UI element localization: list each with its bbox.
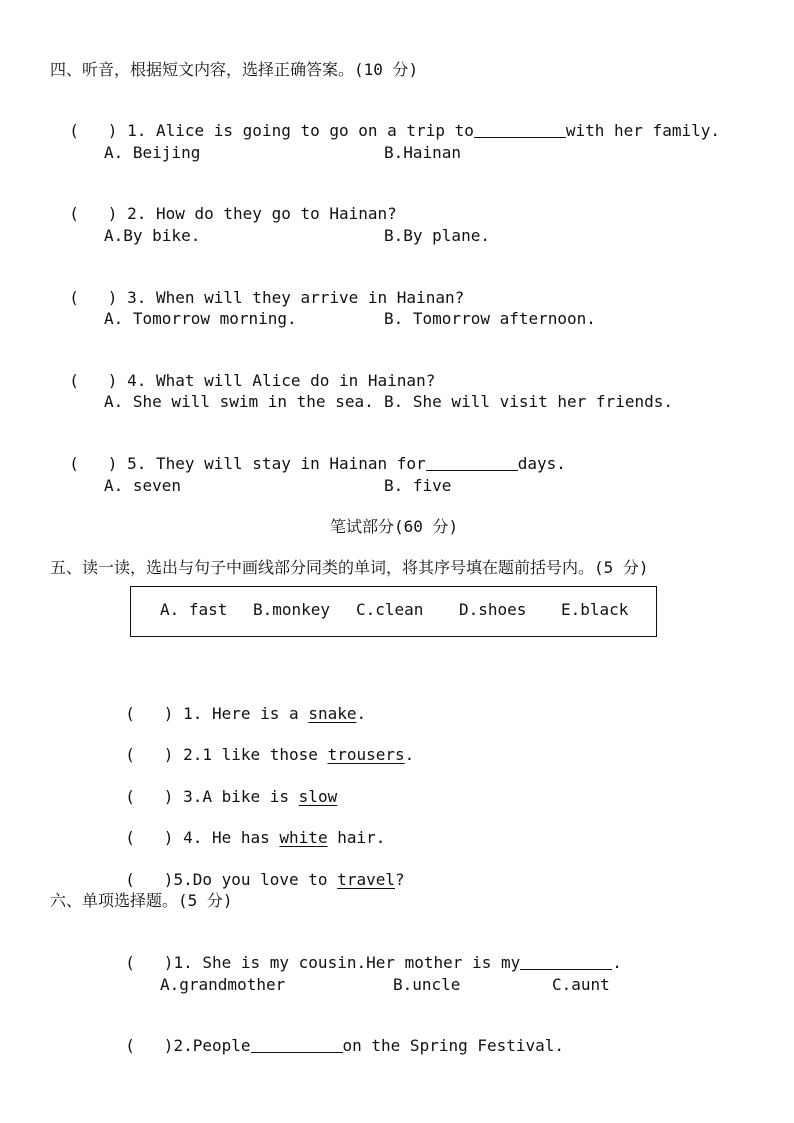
option-a: A. She will swim in the sea. bbox=[104, 392, 374, 411]
word-option-d: D.shoes bbox=[459, 600, 527, 619]
answer-bracket[interactable]: ( ) bbox=[125, 787, 174, 806]
question-text-end: . bbox=[612, 953, 622, 972]
question-text: 1. Alice is going to go on a trip to bbox=[127, 121, 474, 140]
question-text-end: ? bbox=[395, 870, 405, 889]
section4-title: 四、听音，根据短文内容，选择正确答案。(10 分) bbox=[50, 60, 419, 79]
question-text: 5. They will stay in Hainan for bbox=[127, 454, 426, 473]
answer-bracket[interactable]: ( ) bbox=[69, 454, 118, 473]
answer-blank[interactable] bbox=[426, 454, 518, 471]
word-option-b: B.monkey bbox=[253, 600, 331, 619]
option-c: C.aunt bbox=[552, 975, 610, 994]
underlined-word: white bbox=[279, 828, 328, 847]
answer-blank[interactable] bbox=[474, 121, 566, 138]
option-a: A. Beijing bbox=[104, 143, 201, 162]
underlined-word: travel bbox=[337, 870, 395, 889]
question-5-2 bbox=[106, 725, 414, 765]
answer-bracket[interactable]: ( ) bbox=[69, 288, 118, 307]
answer-blank[interactable] bbox=[520, 953, 612, 970]
option-b: B.Hainan bbox=[384, 143, 462, 162]
question-text-end: hair. bbox=[327, 828, 386, 847]
question-text: 1. Here is a bbox=[183, 704, 309, 723]
question-4-5 bbox=[50, 434, 566, 474]
underlined-word: slow bbox=[298, 787, 338, 806]
answer-bracket[interactable]: ( ) bbox=[125, 1036, 174, 1055]
option-a: A. seven bbox=[104, 476, 182, 495]
question-5-1 bbox=[106, 684, 366, 724]
answer-bracket[interactable]: ( ) bbox=[125, 870, 174, 889]
answer-bracket[interactable]: ( ) bbox=[69, 121, 118, 140]
option-b: B. She will visit her friends. bbox=[384, 392, 673, 411]
question-text: 4. What will Alice do in Hainan? bbox=[127, 371, 436, 390]
option-b: B.uncle bbox=[393, 975, 461, 994]
section6-title: 六、单项选择题。(5 分) bbox=[50, 891, 233, 910]
question-5-3 bbox=[106, 767, 337, 807]
answer-bracket[interactable]: ( ) bbox=[125, 745, 174, 764]
question-4-4 bbox=[50, 351, 435, 391]
question-5-4 bbox=[106, 808, 385, 848]
option-a: A.grandmother bbox=[160, 975, 286, 994]
question-text: 5.Do you love to bbox=[173, 870, 338, 889]
question-text: 2.People bbox=[173, 1036, 251, 1055]
question-text-end: days. bbox=[517, 454, 566, 473]
option-b: B.By plane. bbox=[384, 226, 490, 245]
written-part-title: 笔试部分(60 分) bbox=[330, 517, 459, 536]
option-b: B. Tomorrow afternoon. bbox=[384, 309, 596, 328]
answer-bracket[interactable]: ( ) bbox=[125, 704, 174, 723]
underlined-word: trousers bbox=[327, 745, 405, 764]
option-a: A. Tomorrow morning. bbox=[104, 309, 297, 328]
question-4-3 bbox=[50, 268, 464, 308]
option-b: B. five bbox=[384, 476, 452, 495]
answer-bracket[interactable]: ( ) bbox=[125, 953, 174, 972]
question-4-1 bbox=[50, 101, 720, 141]
question-text-end: with her family. bbox=[565, 121, 720, 140]
question-6-1 bbox=[106, 933, 622, 973]
question-text: 2.1 like those bbox=[183, 745, 328, 764]
question-text: 3. When will they arrive in Hainan? bbox=[127, 288, 465, 307]
question-text: 1. She is my cousin.Her mother is my bbox=[173, 953, 521, 972]
question-5-5 bbox=[106, 850, 405, 890]
question-text-end: . bbox=[404, 745, 415, 764]
answer-bracket[interactable]: ( ) bbox=[125, 828, 174, 847]
option-a: A.By bike. bbox=[104, 226, 201, 245]
question-text: 4. He has bbox=[183, 828, 280, 847]
question-4-2 bbox=[50, 184, 397, 224]
section5-title: 五、读一读，选出与句子中画线部分同类的单词，将其序号填在题前括号内。(5 分) bbox=[50, 558, 649, 577]
word-option-a: A. fast bbox=[160, 600, 228, 619]
answer-bracket[interactable]: ( ) bbox=[69, 371, 118, 390]
word-option-e: E.black bbox=[561, 600, 629, 619]
word-option-c: C.clean bbox=[356, 600, 424, 619]
question-text: 3.A bike is bbox=[183, 787, 299, 806]
question-text-end: . bbox=[356, 704, 367, 723]
question-6-2 bbox=[106, 1016, 564, 1056]
answer-blank[interactable] bbox=[251, 1036, 343, 1053]
underlined-word: snake bbox=[308, 704, 357, 723]
question-text-end: on the Spring Festival. bbox=[342, 1036, 565, 1055]
question-text: 2. How do they go to Hainan? bbox=[127, 204, 397, 223]
answer-bracket[interactable]: ( ) bbox=[69, 204, 118, 223]
